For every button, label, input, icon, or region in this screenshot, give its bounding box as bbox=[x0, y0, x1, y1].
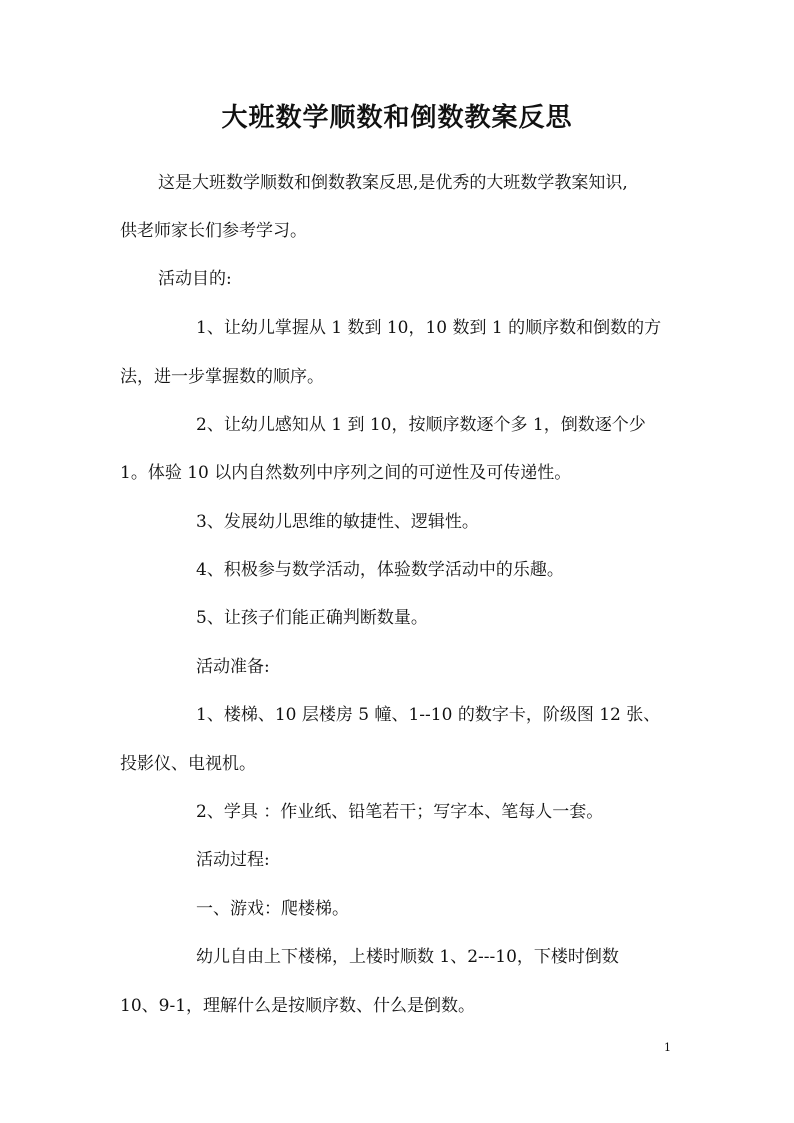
list-item: 1、让幼儿掌握从 1 数到 10，10 数到 1 的顺序数和倒数的方 bbox=[196, 318, 662, 338]
list-item: 2、让幼儿感知从 1 到 10，按顺序数逐个多 1，倒数逐个少 bbox=[196, 415, 646, 435]
section-heading: 活动准备: bbox=[196, 657, 270, 677]
list-item: 一、游戏：爬楼梯。 bbox=[196, 899, 349, 919]
document-title: 大班数学顺数和倒数教案反思 bbox=[221, 103, 573, 133]
list-item: 3、发展幼儿思维的敏捷性、逻辑性。 bbox=[196, 512, 479, 532]
paragraph-line: 这是大班数学顺数和倒数教案反思,是优秀的大班数学教案知识, bbox=[158, 173, 628, 193]
list-item: 2、学具 ：作业纸、铅笔若干；写字本、笔每人一套。 bbox=[196, 802, 604, 822]
paragraph-line: 1。体验 10 以内自然数列中序列之间的可逆性及可传递性。 bbox=[120, 463, 572, 483]
page-number: 1 bbox=[664, 1041, 671, 1054]
paragraph-line: 法，进一步掌握数的顺序。 bbox=[120, 367, 324, 387]
paragraph-line: 10、9-1，理解什么是按顺序数、什么是倒数。 bbox=[120, 996, 476, 1016]
list-item: 1、楼梯、10 层楼房 5 幢、1--10 的数字卡，阶级图 12 张、 bbox=[196, 705, 661, 725]
section-heading: 活动过程: bbox=[196, 850, 270, 870]
paragraph-line: 投影仪、电视机。 bbox=[120, 754, 256, 774]
section-heading: 活动目的: bbox=[158, 269, 232, 289]
list-item: 4、积极参与数学活动，体验数学活动中的乐趣。 bbox=[196, 560, 564, 580]
paragraph-line: 供老师家长们参考学习。 bbox=[120, 221, 307, 241]
list-item: 5、让孩子们能正确判断数量。 bbox=[196, 608, 428, 628]
paragraph-line: 幼儿自由上下楼梯，上楼时顺数 1、2---10，下楼时倒数 bbox=[196, 947, 619, 967]
